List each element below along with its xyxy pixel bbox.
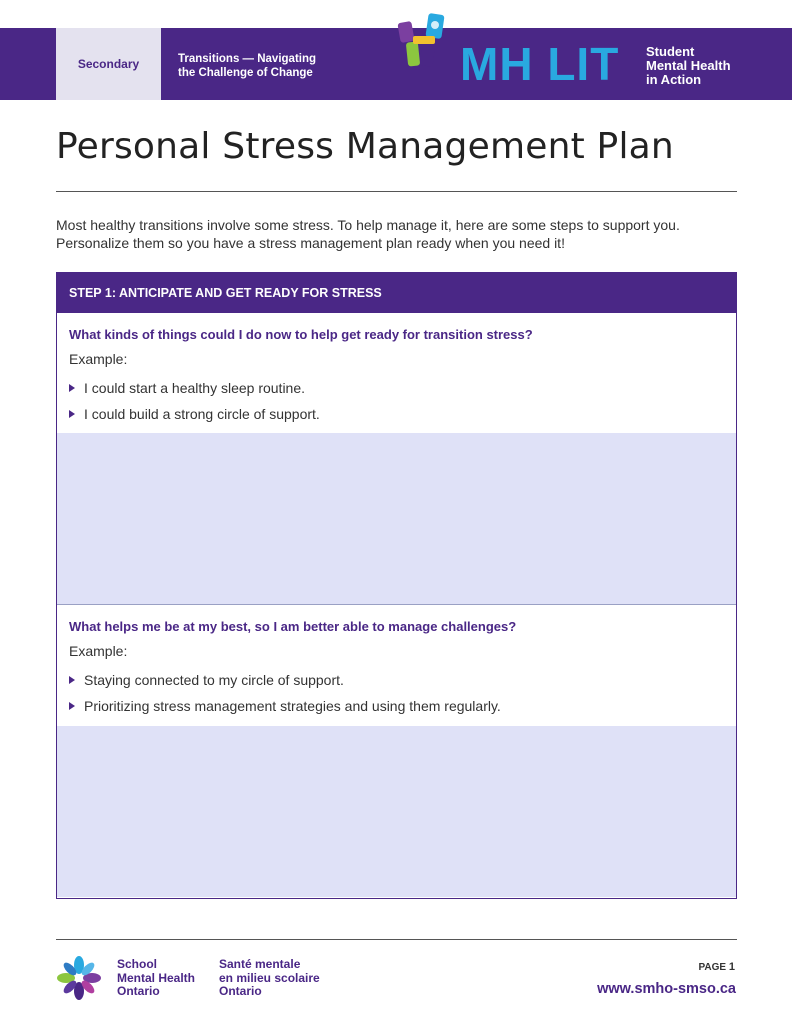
mh-lit-logo-icon [397,12,449,70]
org-name-fr [219,958,320,999]
example-label-2: Example: [69,643,128,659]
intro-line2: Personalize them so you have a stress management plan ready when you need it! [56,235,565,251]
brand-sub-line3: in Action [646,72,702,87]
question-block-1 [57,313,736,433]
step-header: STEP 1: ANTICIPATE AND GET READY FOR STRESS [57,273,736,313]
org-fr-line3: Ontario [219,984,262,998]
question-2: What helps me be at my best, so I am better able to manage challenges? [69,619,517,634]
brand-subtitle [646,45,776,87]
module-title-line1: Transitions — Navigating [178,53,317,65]
org-fr-line1: Santé mentale [219,957,301,971]
title-divider [56,191,737,192]
footer-divider [56,939,737,940]
triangle-bullet-icon [69,702,75,710]
page-title: Personal Stress Management Plan [56,126,674,167]
example-text: Prioritizing stress management strategies and using them regularly. [84,698,501,714]
list-item [69,693,724,719]
triangle-bullet-icon [69,410,75,418]
website-link[interactable]: www.smho-smso.ca [597,981,736,997]
triangle-bullet-icon [69,384,75,392]
page-number [698,961,735,973]
example-text: I could start a healthy sleep routine. [84,380,306,396]
org-en-line3: Ontario [117,984,160,998]
level-tag: Secondary [56,28,161,100]
list-item [69,401,724,427]
org-en-line1: School [117,957,158,971]
module-title [178,52,358,80]
intro-line1: Most healthy transitions involve some stress. To help manage it, here are some steps to support you. [56,217,680,233]
list-item [69,375,724,401]
step-1-box [56,272,737,899]
page-number-value: 1 [728,961,735,973]
module-title-line2: the Challenge of Change [178,67,313,79]
smho-logo-icon [56,955,102,1001]
question-1: What kinds of things could I do now to help get ready for transition stress? [69,327,533,342]
example-label-1: Example: [69,351,128,367]
org-name-en [117,958,195,999]
brand-sub-line2: Mental Health [646,58,731,73]
list-item [69,667,724,693]
question-block-2 [57,605,736,726]
triangle-bullet-icon [69,676,75,684]
example-list-2 [69,667,724,719]
example-text: Staying connected to my circle of support. [84,672,344,688]
example-text: I could build a strong circle of support. [84,406,320,422]
org-fr-line2: en milieu scolaire [219,970,320,985]
example-list-1 [69,375,724,427]
answer-area-2[interactable] [57,726,736,897]
answer-area-1[interactable] [57,433,736,605]
org-en-line2: Mental Health [117,970,196,985]
page-label: PAGE [698,962,727,973]
brand-sub-line1: Student [646,44,695,59]
brand-name: MH LIT [460,38,620,90]
intro-text [56,216,746,252]
